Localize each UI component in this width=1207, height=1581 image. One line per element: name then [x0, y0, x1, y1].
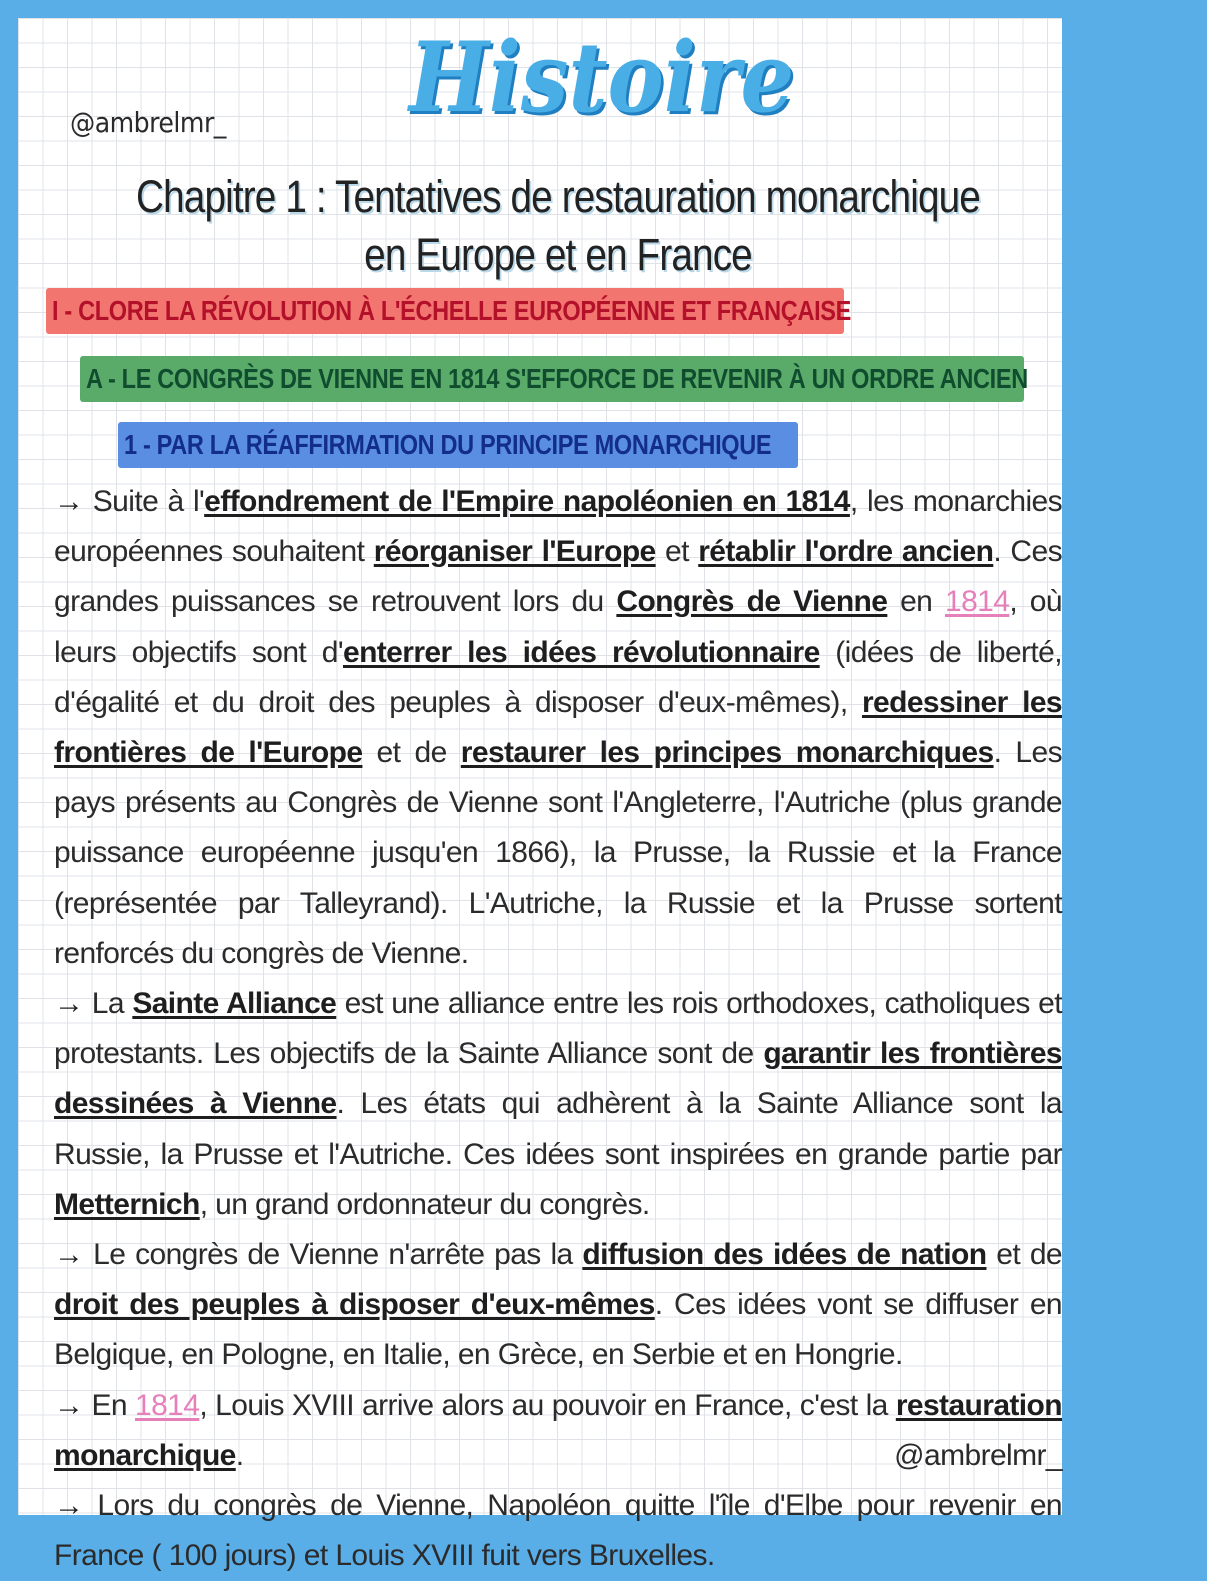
text-run: La	[83, 987, 133, 1021]
arrow-icon: →	[54, 1238, 84, 1272]
key-term: rétablir l'ordre ancien	[698, 535, 994, 569]
key-term: Sainte Alliance	[132, 987, 337, 1021]
paragraph	[54, 1230, 1062, 1381]
paragraph	[54, 1381, 1062, 1481]
date-highlight: 1814	[135, 1388, 200, 1422]
notebook-page	[18, 18, 1063, 1573]
key-term: effondrement de l'Empire napoléonien en 1814	[204, 485, 850, 518]
text-run: est une alliance entre les rois orthodoxes, catholiques et protestants. Les objectifs de la Sainte Alliance sont de	[54, 987, 1062, 1071]
key-term: restaurer les principes monarchiques	[460, 736, 994, 770]
arrow-icon: →	[54, 987, 84, 1021]
arrow-icon: →	[54, 1489, 84, 1523]
subject-title: Histoire	[409, 21, 795, 134]
section-heading-1: I - CLORE LA RÉVOLUTION À L'ÉCHELLE EUROPÉENNE ET FRANÇAISE	[46, 288, 844, 334]
key-term: droit des peuples à disposer d'eux-mêmes	[54, 1288, 655, 1322]
key-term: redessiner les frontières de l'Europe	[54, 685, 1062, 770]
text-run: , un grand ordonnateur du congrès.	[199, 1187, 650, 1221]
key-term: Congrès de Vienne	[616, 585, 888, 619]
body-text	[54, 477, 1062, 1581]
key-term: diffusion des idées de nation	[582, 1238, 987, 1272]
text-run: et de	[986, 1238, 1063, 1272]
subsubsection-heading-1: 1 - PAR LA RÉAFFIRMATION DU PRINCIPE MONARCHIQUE	[118, 422, 798, 468]
subsection-heading-a: A - LE CONGRÈS DE VIENNE EN 1814 S'EFFORCE DE REVENIR À UN ORDRE ANCIEN	[80, 356, 1024, 402]
text-run: et de	[362, 736, 461, 770]
key-term: enterrer les idées révolutionnaire	[342, 635, 820, 669]
text-run: et	[655, 535, 699, 569]
text-run: Suite à l'	[83, 485, 205, 518]
author-handle-inline: @ambrelmr_	[894, 1438, 1062, 1472]
author-handle: @ambrelmr_	[70, 106, 226, 139]
arrow-icon: →	[54, 1388, 84, 1422]
text-run: En	[83, 1388, 136, 1422]
arrow-icon: →	[54, 485, 84, 518]
key-term: garantir les frontières dessinées à Vienne	[54, 1037, 1063, 1121]
text-run: . Les pays présents au Congrès de Vienne sont l'Angleterre, l'Autriche (plus grande puissance européenne jusqu'en 1866), la Prusse, la Russie et la France (représentée par Talleyrand). L'Autriche, la Russie et la Prusse sortent renforcés du congrès de Vienne.	[54, 736, 1062, 970]
text-run: , Louis XVIII arrive alors au pouvoir en France, c'est la	[199, 1388, 896, 1422]
paragraph	[54, 979, 1062, 1230]
text-run: Lors du congrès de Vienne, Napoléon quitte l'île d'Elbe pour revenir en France ( 100 jours) et Louis XVIII fuit vers Bruxelles.	[54, 1489, 1062, 1573]
text-run: .	[235, 1438, 244, 1472]
key-term: Metternich	[54, 1187, 200, 1221]
text-run: , les monarchies européennes souhaitent	[54, 485, 1062, 569]
text-run: en	[887, 585, 945, 619]
key-term: restauration monarchique	[54, 1388, 1062, 1472]
paragraph	[54, 1481, 1062, 1581]
date-highlight: 1814	[945, 585, 1010, 619]
text-run: . Ces idées vont se diffuser en Belgique, en Pologne, en Italie, en Grèce, en Serbie et en Hongrie.	[54, 1288, 1062, 1372]
paragraph	[54, 477, 1062, 979]
text-run: (idées de liberté, d'égalité et du droit des peuples à disposer d'eux-mêmes),	[54, 635, 1062, 719]
key-term: réorganiser l'Europe	[373, 535, 656, 569]
text-run: Le congrès de Vienne n'arrête pas la	[83, 1238, 583, 1272]
chapter-title: Chapitre 1 : Tentatives de restauration monarchique en Europe et en France	[136, 171, 980, 280]
text-run: , où leurs objectifs sont d'	[54, 585, 1062, 669]
text-run: . Ces grandes puissances se retrouvent lors du	[54, 535, 1062, 619]
text-run: . Les états qui adhèrent à la Sainte Alliance sont la Russie, la Prusse et l'Autriche. Ces idées sont inspirées en grande partie par	[54, 1087, 1062, 1171]
